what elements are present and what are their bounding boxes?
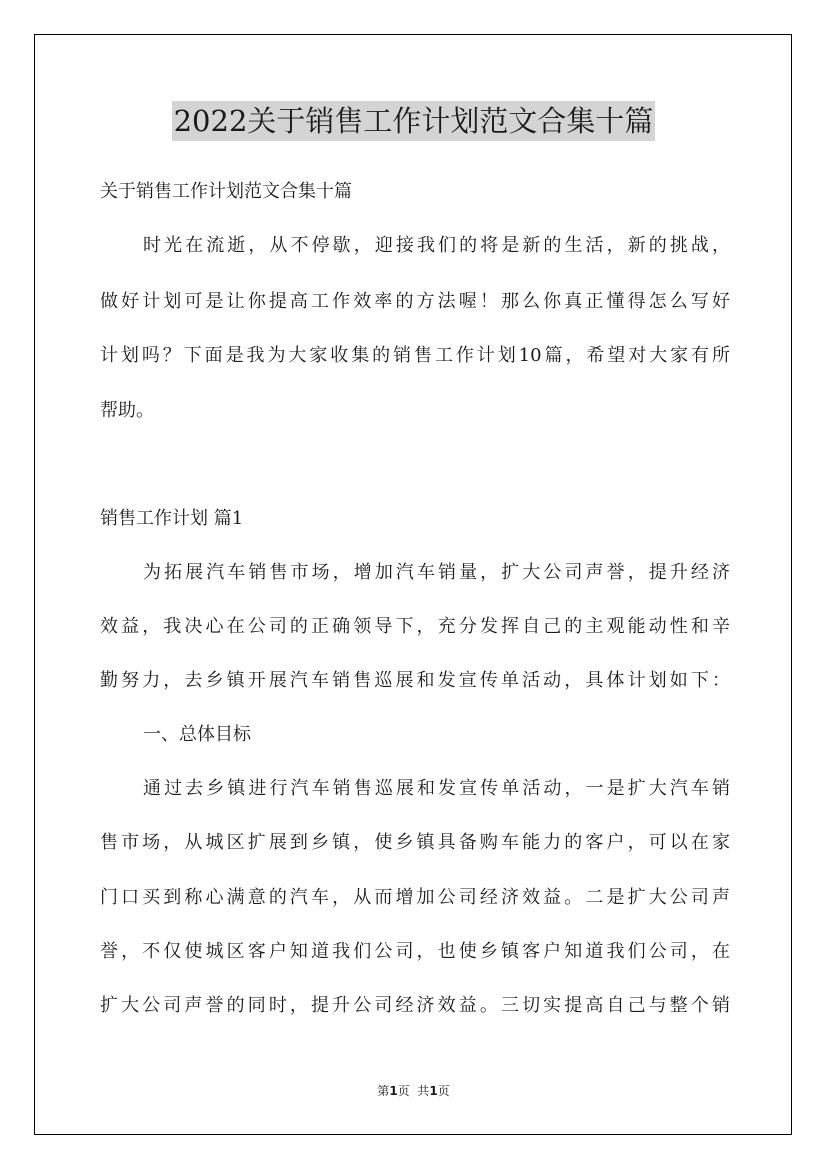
section-para1-line-3: 勤努力，去乡镇开展汽车销售巡展和发宣传单活动，具体计划如下： — [100, 670, 730, 691]
section-para1-line-1: 为拓展汽车销售市场，增加汽车销量，扩大公司声誉，提升经济 — [143, 562, 730, 583]
section-para2-line-3: 门口买到称心满意的汽车，从而增加公司经济效益。二是扩大公司声 — [100, 887, 730, 908]
footer-mid: 页 共 — [397, 1084, 430, 1098]
section-para2-line-5: 扩大公司声誉的同时，提升公司经济效益。三切实提高自己与整个销 — [100, 995, 730, 1016]
intro-line-3: 计划吗？下面是我为大家收集的销售工作计划10篇，希望对大家有所 — [100, 345, 730, 366]
intro-line-1: 时光在流逝，从不停歇，迎接我们的将是新的生活，新的挑战， — [143, 235, 730, 256]
section-para2-line-1: 通过去乡镇进行汽车销售巡展和发宣传单活动，一是扩大汽车销 — [143, 778, 730, 799]
document-title-text: 2022关于销售工作计划范文合集十篇 — [172, 101, 656, 141]
footer-prefix: 第 — [377, 1084, 390, 1098]
section-para1-line-2: 效益，我决心在公司的正确领导下，充分发挥自己的主观能动性和辛 — [100, 616, 730, 637]
intro-line-4: 帮助。 — [100, 400, 154, 421]
document-subtitle: 关于销售工作计划范文合集十篇 — [100, 181, 352, 202]
intro-line-2: 做好计划可是让你提高工作效率的方法喔！那么你真正懂得怎么写好 — [100, 291, 730, 312]
section-para2-line-2: 售市场，从城区扩展到乡镇，使乡镇具备购车能力的客户，可以在家 — [100, 832, 730, 853]
section-heading: 销售工作计划 篇1 — [100, 508, 244, 529]
page-footer — [0, 1083, 827, 1099]
footer-total-pages: 1 — [429, 1084, 438, 1098]
document-title — [0, 101, 827, 141]
footer-page-number: 1 — [389, 1084, 398, 1098]
sub-heading: 一、总体目标 — [143, 724, 251, 745]
footer-suffix: 页 — [437, 1084, 450, 1098]
section-para2-line-4: 誉，不仅使城区客户知道我们公司，也使乡镇客户知道我们公司，在 — [100, 941, 730, 962]
